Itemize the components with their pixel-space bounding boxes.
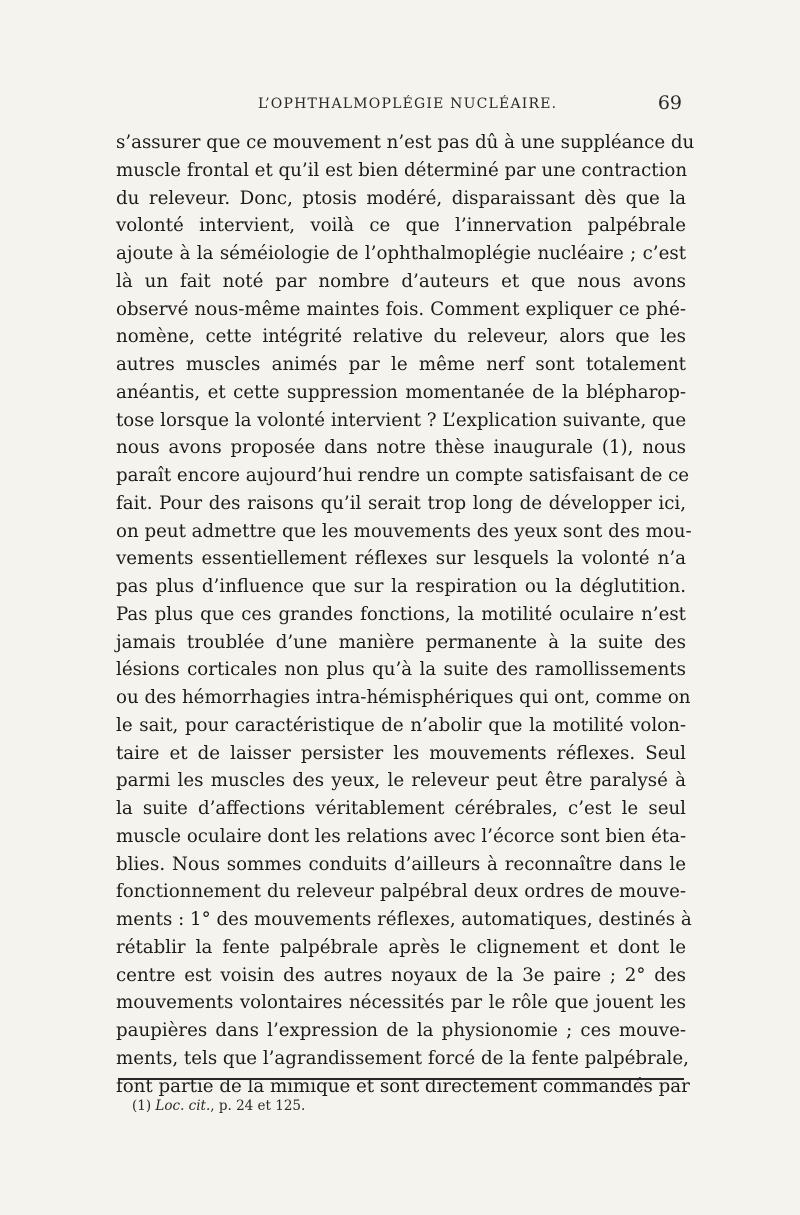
- text-line: parmi les muscles des yeux, le releveur peut être paralysé à: [116, 770, 686, 792]
- text-line: on peut admettre que les mouvements des yeux sont des mou-: [116, 520, 692, 542]
- text-line: Pas plus que ces grandes fonctions, la motilité oculaire n’est: [116, 603, 686, 625]
- text-line: là un fait noté par nombre d’auteurs et que nous avons: [116, 270, 686, 292]
- text-line: ou des hémorrhagies intra-hémisphériques qui ont, comme on: [116, 687, 691, 708]
- footnote-citation: Loc. cit.: [155, 1098, 211, 1114]
- text-line: volonté intervient, voilà ce que l’innervation palpébrale: [116, 215, 686, 237]
- text-line: la suite d’affections véritablement cérébrales, c’est le seul: [116, 798, 686, 819]
- text-line: taire et de laisser persister les mouvements réflexes. Seul: [116, 742, 686, 764]
- text-line: rétablir la fente palpébrale après le clignement et dont le: [116, 936, 686, 958]
- text-line: anéantis, et cette suppression momentanée de la blépharop-: [116, 381, 686, 403]
- text-line: font partie de la mimique et sont directement commandés par: [116, 1075, 690, 1097]
- footnote-marker: (1): [132, 1098, 152, 1114]
- text-line: le sait, pour caractéristique de n’abolir que la motilité volon-: [116, 714, 686, 736]
- text-line: paupières dans l’expression de la physionomie ; ces mouve-: [116, 1020, 686, 1041]
- footnote-rule: [118, 1078, 684, 1080]
- text-line: ments : 1° des mouvements réflexes, automatiques, destinés à: [116, 909, 692, 930]
- body-text: [116, 129, 695, 1100]
- text-line: autres muscles animés par le même nerf sont totalement: [116, 354, 686, 375]
- text-line: paraît encore aujourd’hui rendre un compte satisfaisant de ce: [116, 465, 690, 486]
- text-line: centre est voisin des autres noyaux de la 3e paire ; 2° des: [116, 964, 686, 986]
- footnote: [132, 1098, 305, 1114]
- text-line: du releveur. Donc, ptosis modéré, disparaissant dès que la: [116, 187, 686, 209]
- text-line: nous avons proposée dans notre thèse inaugurale (1), nous: [116, 437, 686, 459]
- text-line: nomène, cette intégrité relative du releveur, alors que les: [116, 326, 686, 348]
- text-line: blies. Nous sommes conduits d’ailleurs à reconnaître dans le: [116, 853, 686, 875]
- text-line: tose lorsque la volonté intervient ? L’explication suivante, que: [116, 409, 687, 431]
- text-line: fonctionnement du releveur palpébral deux ordres de mouve-: [116, 881, 686, 903]
- text-line: jamais troublée d’une manière permanente à la suite des: [116, 631, 686, 653]
- running-head: [118, 92, 682, 120]
- running-title: L’OPHTHALMOPLÉGIE NUCLÉAIRE.: [258, 96, 558, 112]
- page-number: 69: [657, 92, 682, 114]
- footnote-pages: , p. 24 et 125.: [210, 1098, 306, 1114]
- text-line: mouvements volontaires nécessités par le rôle que jouent les: [116, 992, 686, 1014]
- text-line: s’assurer que ce mouvement n’est pas dû à une suppléance du: [116, 132, 695, 153]
- text-line: fait. Pour des raisons qu’il serait trop long de développer ici,: [116, 492, 686, 514]
- text-line: observé nous-même maintes fois. Comment expliquer ce phé-: [116, 298, 686, 320]
- text-line: muscle oculaire dont les relations avec l’écorce sont bien éta-: [116, 825, 687, 847]
- text-line: ajoute à la séméiologie de l’ophthalmoplégie nucléaire ; c’est: [116, 243, 686, 264]
- text-line: muscle frontal et qu’il est bien déterminé par une contraction: [116, 159, 688, 181]
- text-line: vements essentiellement réflexes sur lesquels la volonté n’a: [116, 548, 686, 570]
- text-line: lésions corticales non plus qu’à la suite des ramollissements: [116, 659, 686, 681]
- text-line: pas plus d’influence que sur la respiration ou la déglutition.: [116, 576, 686, 597]
- text-line: ments, tels que l’agrandissement forcé de la fente palpébrale,: [116, 1047, 689, 1069]
